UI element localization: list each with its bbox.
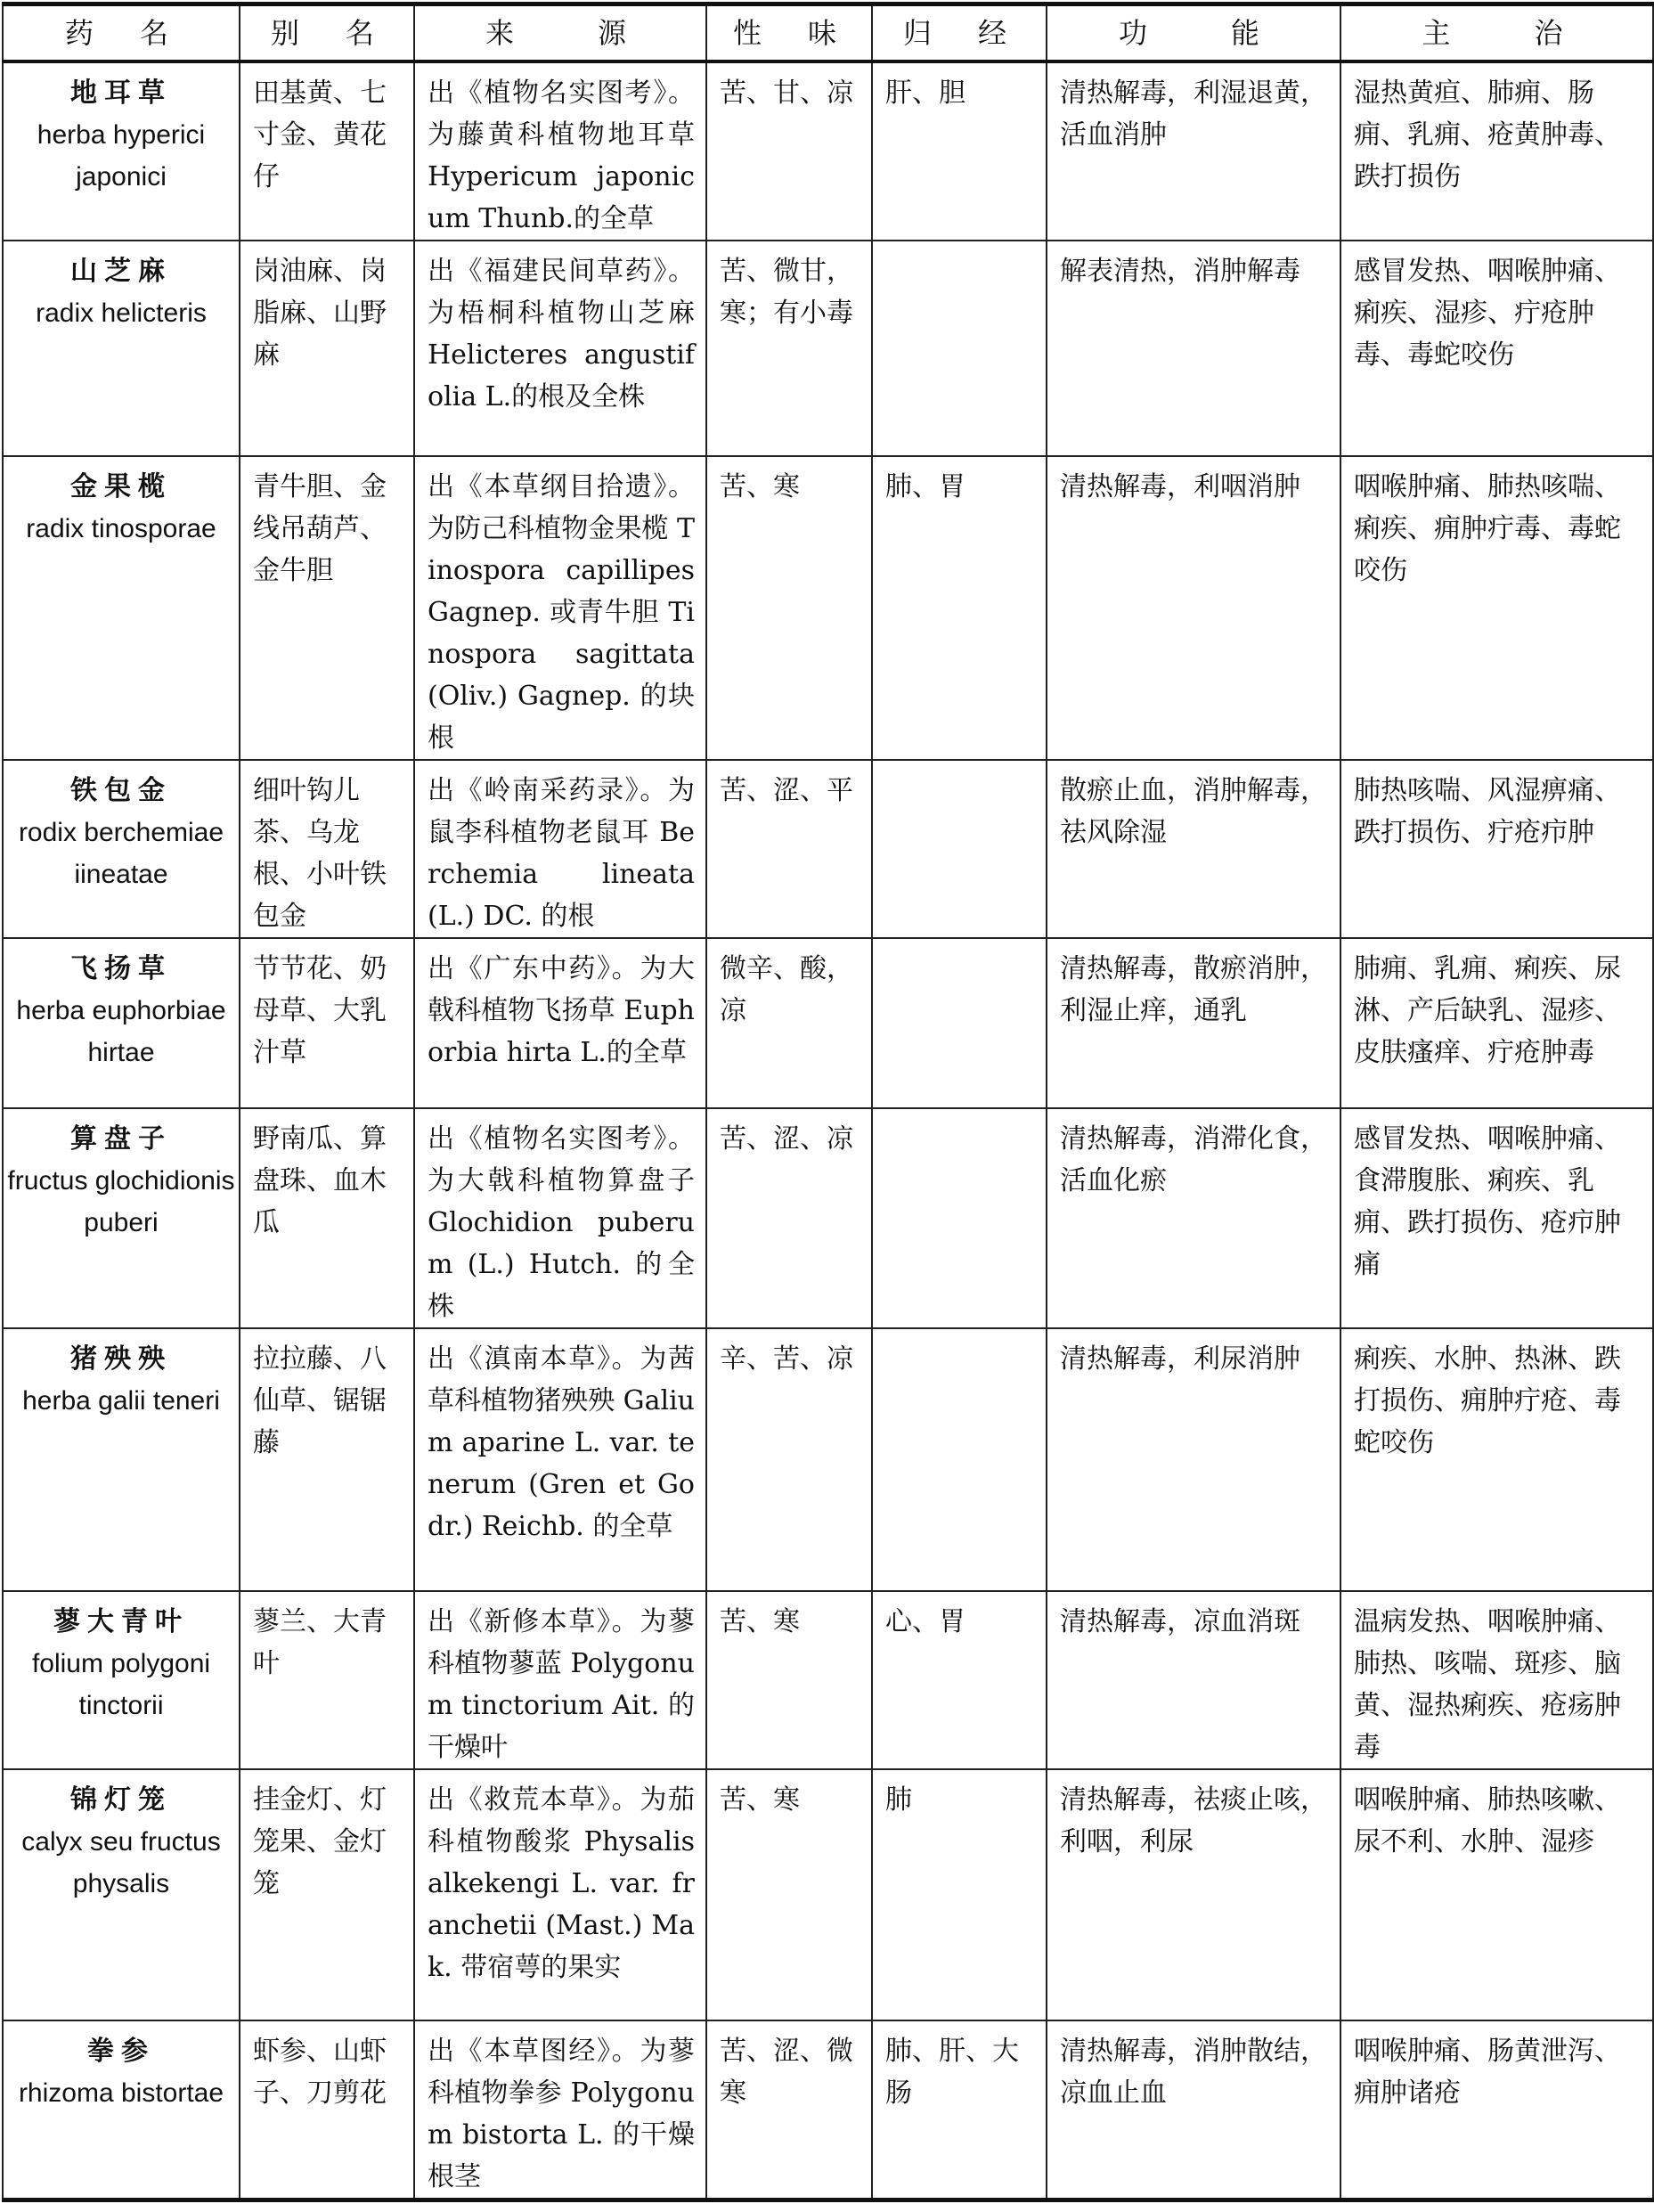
func-text: 清热解毒，消滞化食，活血化瘀 (1060, 1123, 1327, 1196)
ind-text: 肺热咳喘、风湿痹痛、跌打损伤、疔疮疖肿 (1354, 775, 1621, 848)
table-row (3, 456, 1653, 760)
table-body (3, 61, 1653, 2200)
name-cell (3, 938, 240, 1108)
table-row (3, 1591, 1653, 1769)
header-function: 功 能 (1047, 4, 1340, 62)
herb-latin-name: fructus glochidionis puberi (7, 1166, 235, 1237)
function-cell (1047, 61, 1340, 241)
herb-chinese-name: 地耳草 (70, 78, 172, 109)
alias-text: 野南瓜、算盘珠、血木瓜 (253, 1123, 387, 1238)
source-text: 出《本草图经》。为蓼科植物拳参 Polygonum bistorta L. 的干燥根茎 (428, 2036, 695, 2192)
header-taste: 性 味 (706, 4, 872, 62)
source-cell (414, 1108, 706, 1328)
table-row (3, 760, 1653, 938)
func-text: 清热解毒，散瘀消肿，利湿止痒，通乳 (1060, 953, 1327, 1026)
alias-text: 挂金灯、灯笼果、金灯笼 (253, 1784, 387, 1899)
herb-table (2, 2, 1654, 2202)
name-cell (3, 1591, 240, 1769)
herb-chinese-name: 锦灯笼 (70, 1784, 172, 1816)
alias-text: 岗油麻、岗脂麻、山野麻 (253, 256, 387, 371)
function-cell (1047, 2020, 1340, 2200)
channel-cell (872, 1328, 1047, 1591)
source-text: 出《滇南本草》。为茜草科植物猪殃殃 Galium aparine L. var. tenerum (Gren et Godr.) Reichb. 的全草 (428, 1343, 695, 1542)
taste-text: 苦、涩、平 (720, 775, 853, 806)
source-text: 出《新修本草》。为蓼科植物蓼蓝 Polygonum tinctorium Ait. 的干燥叶 (428, 1606, 695, 1763)
channel-cell (872, 1769, 1047, 2020)
indication-cell (1340, 61, 1653, 241)
ind-text: 肺痈、乳痈、痢疾、尿淋、产后缺乳、湿疹、皮肤瘙痒、疔疮肿毒 (1354, 953, 1621, 1068)
function-cell (1047, 938, 1340, 1108)
herb-chinese-name: 蓼大青叶 (53, 1606, 189, 1637)
function-cell (1047, 1328, 1340, 1591)
ind-text: 咽喉肿痛、肠黄泄泻、痈肿诸疮 (1354, 2036, 1621, 2109)
indication-cell (1340, 1328, 1653, 1591)
taste-cell (706, 241, 872, 456)
name-cell (3, 1328, 240, 1591)
herb-latin-name: herba galii teneri (22, 1386, 220, 1416)
func-text: 解表清热，消肿解毒 (1060, 256, 1300, 287)
name-cell (3, 241, 240, 456)
header-name: 药 名 (3, 4, 240, 62)
taste-cell (706, 938, 872, 1108)
indication-cell (1340, 241, 1653, 456)
header-channel: 归 经 (872, 4, 1047, 62)
indication-cell (1340, 938, 1653, 1108)
name-cell (3, 1769, 240, 2020)
header-alias: 别 名 (240, 4, 414, 62)
channel-text: 肝、胆 (885, 78, 966, 109)
header-source: 来 源 (414, 4, 706, 62)
ind-text: 咽喉肿痛、肺热咳喘、痢疾、痈肿疔毒、毒蛇咬伤 (1354, 471, 1621, 586)
func-text: 清热解毒，祛痰止咳，利咽，利尿 (1060, 1784, 1327, 1857)
name-cell (3, 2020, 240, 2200)
channel-cell (872, 1108, 1047, 1328)
herb-latin-name: herba euphorbiae hirtae (16, 996, 226, 1067)
function-cell (1047, 1769, 1340, 2020)
herb-latin-name: radix helicteris (36, 298, 207, 328)
table-row (3, 1328, 1653, 1591)
func-text: 清热解毒，凉血消斑 (1060, 1606, 1300, 1637)
taste-text: 苦、寒 (720, 1606, 800, 1637)
source-text: 出《本草纲目拾遗》。为防己科植物金果榄 Tinospora capillipes Gagnep. 或青牛胆 Tinospora sagittata (Oliv.) Gagnep. 的块根 (428, 471, 695, 754)
name-cell (3, 1108, 240, 1328)
function-cell (1047, 760, 1340, 938)
alias-text: 田基黄、七寸金、黄花仔 (253, 78, 387, 192)
herb-chinese-name: 拳参 (87, 2036, 155, 2067)
function-cell (1047, 456, 1340, 760)
source-cell (414, 1328, 706, 1591)
table-row (3, 1108, 1653, 1328)
source-cell (414, 760, 706, 938)
source-text: 出《岭南采药录》。为鼠李科植物老鼠耳 Berchemia lineata (L.) DC. 的根 (428, 775, 695, 932)
func-text: 散瘀止血，消肿解毒，祛风除湿 (1060, 775, 1327, 848)
alias-text: 虾参、山虾子、刀剪花 (253, 2036, 387, 2109)
ind-text: 温病发热、咽喉肿痛、肺热、咳喘、斑疹、脑黄、湿热痢疾、疮疡肿毒 (1354, 1606, 1621, 1763)
channel-cell (872, 2020, 1047, 2200)
name-cell (3, 456, 240, 760)
alias-text: 青牛胆、金线吊葫芦、金牛胆 (253, 471, 387, 586)
channel-text: 肺、肝、大肠 (885, 2036, 1019, 2109)
indication-cell (1340, 2020, 1653, 2200)
herb-chinese-name: 铁包金 (70, 775, 172, 806)
table-row (3, 938, 1653, 1108)
taste-text: 辛、苦、凉 (720, 1343, 853, 1375)
taste-cell (706, 1769, 872, 2020)
alias-cell (240, 1328, 414, 1591)
table-row (3, 61, 1653, 241)
source-cell (414, 241, 706, 456)
herb-latin-name: radix tinosporae (26, 514, 216, 543)
indication-cell (1340, 456, 1653, 760)
channel-cell (872, 241, 1047, 456)
alias-cell (240, 938, 414, 1108)
indication-cell (1340, 1769, 1653, 2020)
source-cell (414, 1769, 706, 2020)
func-text: 清热解毒，利咽消肿 (1060, 471, 1300, 502)
function-cell (1047, 1591, 1340, 1769)
alias-cell (240, 456, 414, 760)
herb-latin-name: rodix berchemiae iineatae (18, 818, 224, 889)
function-cell (1047, 241, 1340, 456)
herb-chinese-name: 山芝麻 (70, 256, 172, 287)
alias-cell (240, 61, 414, 241)
indication-cell (1340, 1108, 1653, 1328)
source-cell (414, 456, 706, 760)
channel-text: 心、胃 (885, 1606, 966, 1637)
function-cell (1047, 1108, 1340, 1328)
alias-text: 拉拉藤、八仙草、锯锯藤 (253, 1343, 387, 1458)
alias-cell (240, 1769, 414, 2020)
taste-text: 苦、甘、凉 (720, 78, 853, 109)
alias-text: 节节花、奶母草、大乳汁草 (253, 953, 387, 1068)
channel-text: 肺 (885, 1784, 912, 1816)
ind-text: 湿热黄疸、肺痈、肠痈、乳痈、疮黄肿毒、跌打损伤 (1354, 78, 1621, 192)
channel-text: 肺、胃 (885, 471, 966, 502)
table-row (3, 1769, 1653, 2020)
taste-text: 苦、涩、凉 (720, 1123, 853, 1155)
table-row (3, 241, 1653, 456)
header-row (3, 4, 1653, 62)
func-text: 清热解毒，利尿消肿 (1060, 1343, 1300, 1375)
herb-chinese-name: 算盘子 (70, 1123, 172, 1155)
channel-cell (872, 456, 1047, 760)
taste-text: 苦、微甘，寒；有小毒 (720, 256, 853, 329)
name-cell (3, 760, 240, 938)
taste-text: 苦、寒 (720, 471, 800, 502)
channel-cell (872, 61, 1047, 241)
taste-cell (706, 2020, 872, 2200)
channel-cell (872, 760, 1047, 938)
alias-cell (240, 2020, 414, 2200)
taste-cell (706, 1108, 872, 1328)
herb-latin-name: herba hyperici japonici (37, 120, 206, 192)
taste-cell (706, 1591, 872, 1769)
herb-latin-name: calyx seu fructus physalis (21, 1827, 221, 1898)
alias-cell (240, 1591, 414, 1769)
source-cell (414, 1591, 706, 1769)
source-text: 出《救荒本草》。为茄科植物酸浆 Physalis alkekengi L. var. franchetii (Mast.) Mak. 带宿萼的果实 (428, 1784, 695, 1983)
ind-text: 感冒发热、咽喉肿痛、痢疾、湿疹、疔疮肿毒、毒蛇咬伤 (1354, 256, 1621, 371)
taste-text: 苦、寒 (720, 1784, 800, 1816)
herb-chinese-name: 猪殃殃 (70, 1343, 172, 1375)
channel-cell (872, 938, 1047, 1108)
herb-latin-name: folium polygoni tinctorii (31, 1649, 211, 1720)
herb-chinese-name: 飞扬草 (70, 953, 172, 984)
taste-cell (706, 1328, 872, 1591)
name-cell (3, 61, 240, 241)
taste-cell (706, 760, 872, 938)
source-text: 出《植物名实图考》。为藤黄科植物地耳草 Hypericum japonicum Thunb.的全草 (428, 78, 695, 234)
ind-text: 痢疾、水肿、热淋、跌打损伤、痈肿疔疮、毒蛇咬伤 (1354, 1343, 1621, 1458)
ind-text: 咽喉肿痛、肺热咳嗽、尿不利、水肿、湿疹 (1354, 1784, 1621, 1857)
source-cell (414, 938, 706, 1108)
taste-text: 微辛、酸，凉 (720, 953, 853, 1026)
alias-cell (240, 760, 414, 938)
source-cell (414, 2020, 706, 2200)
source-text: 出《福建民间草药》。为梧桐科植物山芝麻 Helicteres angustifolia L.的根及全株 (428, 256, 695, 412)
channel-cell (872, 1591, 1047, 1769)
alias-text: 蓼兰、大青叶 (253, 1606, 387, 1679)
func-text: 清热解毒，利湿退黄，活血消肿 (1060, 78, 1327, 151)
taste-cell (706, 61, 872, 241)
ind-text: 感冒发热、咽喉肿痛、食滞腹胀、痢疾、乳痈、跌打损伤、疮疖肿痛 (1354, 1123, 1621, 1280)
indication-cell (1340, 1591, 1653, 1769)
header-indication: 主 治 (1340, 4, 1653, 62)
alias-cell (240, 241, 414, 456)
taste-cell (706, 456, 872, 760)
source-text: 出《植物名实图考》。为大戟科植物算盘子 Glochidion puberum (L.) Hutch. 的全株 (428, 1123, 695, 1322)
table-header (3, 4, 1653, 62)
source-cell (414, 61, 706, 241)
func-text: 清热解毒，消肿散结，凉血止血 (1060, 2036, 1327, 2109)
table-row (3, 2020, 1653, 2200)
herb-chinese-name: 金果榄 (70, 471, 172, 502)
source-text: 出《广东中药》。为大戟科植物飞扬草 Euphorbia hirta L.的全草 (428, 953, 695, 1068)
alias-text: 细叶钩儿茶、乌龙根、小叶铁包金 (253, 775, 387, 932)
indication-cell (1340, 760, 1653, 938)
alias-cell (240, 1108, 414, 1328)
taste-text: 苦、涩、微寒 (720, 2036, 853, 2109)
herb-latin-name: rhizoma bistortae (18, 2078, 224, 2108)
